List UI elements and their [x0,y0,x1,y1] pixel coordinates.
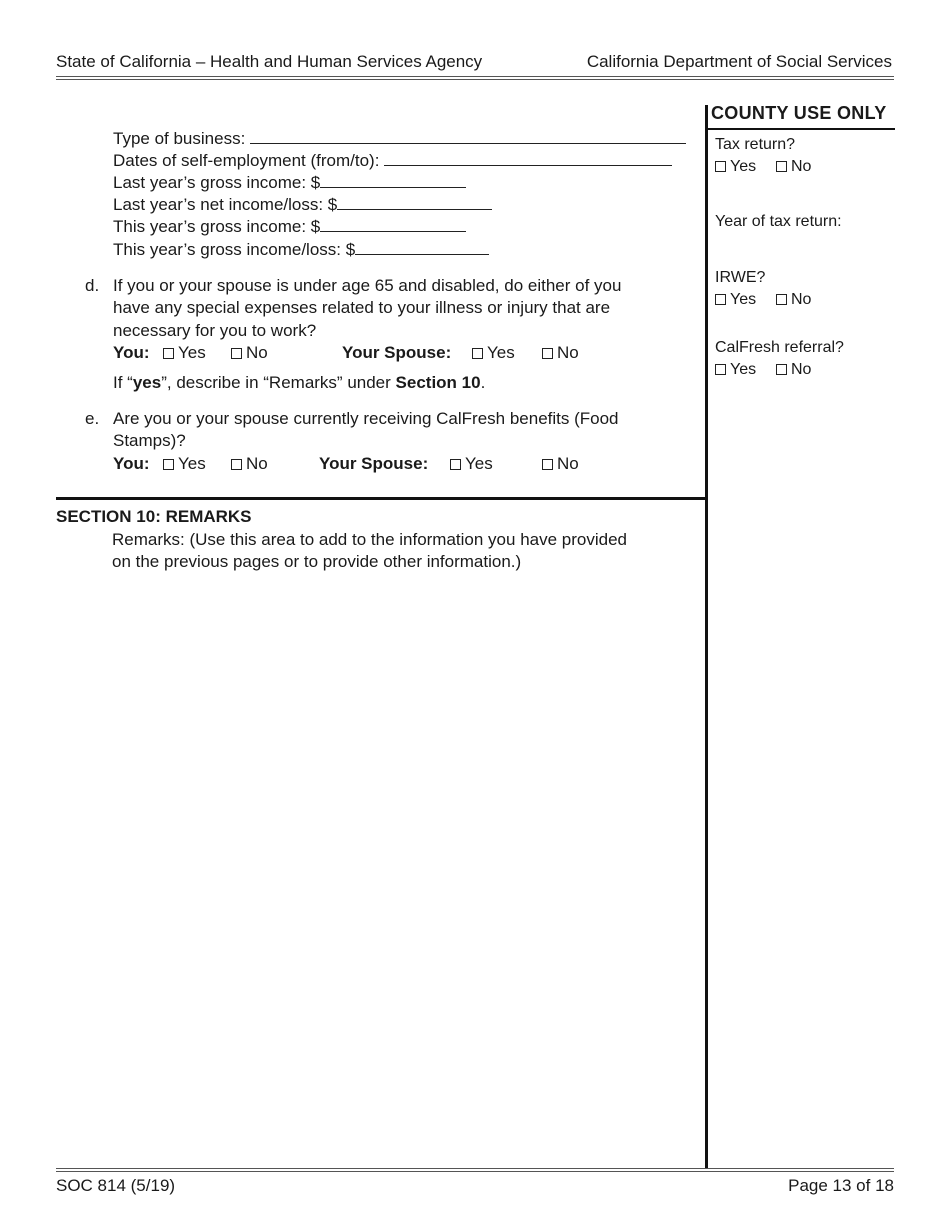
note-text: ”, describe in “Remarks” under [161,373,396,392]
no-label: No [791,361,812,378]
question-d-note [113,373,485,393]
checkbox-icon[interactable] [542,459,553,470]
question-d-spouse-yes[interactable] [472,343,515,363]
last-year-gross-field[interactable] [113,173,466,193]
tax-return-no[interactable] [776,158,811,176]
last-year-gross-input[interactable] [320,173,466,188]
note-text: . [480,373,486,392]
question-d-you-label: You: [113,343,150,362]
this-year-gross-field[interactable] [113,217,466,237]
yes-label: Yes [730,291,757,308]
note-yes: yes [132,373,162,392]
header-agency: State of California – Health and Human Services Agency [56,52,483,71]
question-d-line-2: have any special expenses related to your illness or injury that are [113,298,611,317]
question-d-spouse-label: Your Spouse: [342,343,452,362]
checkbox-icon[interactable] [231,348,242,359]
header-rule-1 [56,76,894,77]
question-d-spouse-no[interactable] [542,343,579,363]
remarks-instructions-line-1: Remarks: (Use this area to add to the information you have provided [112,530,627,549]
checkbox-icon[interactable] [715,161,726,172]
checkbox-icon[interactable] [450,459,461,470]
remarks-input-area[interactable] [56,580,701,1160]
tax-return-label: Tax return? [715,136,796,153]
this-year-loss-field[interactable] [113,240,489,260]
no-label: No [557,454,579,473]
self-employment-dates-input[interactable] [384,151,672,166]
year-of-tax-return-label: Year of tax return: [715,213,842,230]
checkbox-icon[interactable] [776,364,787,375]
checkbox-icon[interactable] [163,348,174,359]
last-year-net-label: Last year’s net income/loss: $ [113,195,338,214]
checkbox-icon[interactable] [715,294,726,305]
question-d-you-yes[interactable] [163,343,206,363]
footer-rule-1 [56,1168,894,1169]
question-e-spouse-label: Your Spouse: [319,454,429,473]
question-e-spouse-no[interactable] [542,454,579,474]
county-use-only-title: COUNTY USE ONLY [711,103,887,123]
yes-label: Yes [730,158,757,175]
this-year-loss-label: This year’s gross income/loss: $ [113,240,356,259]
no-label: No [557,343,579,362]
question-e-you-no[interactable] [231,454,268,474]
question-e-you-label: You: [113,454,150,473]
header-department: California Department of Social Services [586,52,892,71]
checkbox-icon[interactable] [472,348,483,359]
no-label: No [791,158,812,175]
question-e-line-2: Stamps)? [113,431,186,450]
note-section: Section 10 [395,373,481,392]
self-employment-dates-label: Dates of self-employment (from/to): [113,151,380,170]
no-label: No [246,454,268,473]
footer-form-number: SOC 814 (5/19) [56,1176,176,1195]
question-e-spouse-yes[interactable] [450,454,493,474]
header-rule-2 [56,79,894,80]
type-of-business-label: Type of business: [113,129,246,148]
question-e-line-1: Are you or your spouse currently receiving CalFresh benefits (Food [113,409,619,428]
calfresh-referral-no[interactable] [776,361,811,379]
yes-label: Yes [730,361,757,378]
this-year-gross-label: This year’s gross income: $ [113,217,321,236]
checkbox-icon[interactable] [542,348,553,359]
last-year-net-input[interactable] [337,195,492,210]
question-d-letter: d. [85,276,100,295]
county-title-rule [708,128,895,130]
checkbox-icon[interactable] [776,294,787,305]
question-e-letter: e. [85,409,100,428]
self-employment-dates-field[interactable] [113,151,672,171]
column-divider [705,105,708,1169]
irwe-yes[interactable] [715,291,756,309]
question-d-line-1: If you or your spouse is under age 65 and disabled, do either of you [113,276,622,295]
tax-return-yes[interactable] [715,158,756,176]
section-10-rule [56,497,707,500]
last-year-net-field[interactable] [113,195,492,215]
question-e-you-yes[interactable] [163,454,206,474]
irwe-label: IRWE? [715,269,766,286]
type-of-business-input[interactable] [250,129,686,144]
yes-label: Yes [178,343,206,362]
calfresh-referral-yes[interactable] [715,361,756,379]
this-year-gross-input[interactable] [320,217,466,232]
footer-page-number: Page 13 of 18 [788,1176,894,1195]
yes-label: Yes [465,454,493,473]
type-of-business-field[interactable] [113,129,686,149]
remarks-instructions-line-2: on the previous pages or to provide other information.) [112,552,522,571]
yes-label: Yes [487,343,515,362]
checkbox-icon[interactable] [231,459,242,470]
footer-rule-2 [56,1171,894,1172]
no-label: No [246,343,268,362]
this-year-loss-input[interactable] [355,240,489,255]
last-year-gross-label: Last year’s gross income: $ [113,173,321,192]
checkbox-icon[interactable] [715,364,726,375]
section-10-title: SECTION 10: REMARKS [56,507,252,526]
question-d-you-no[interactable] [231,343,268,363]
question-d-line-3: necessary for you to work? [113,321,317,340]
no-label: No [791,291,812,308]
checkbox-icon[interactable] [776,161,787,172]
note-text: If “ [113,373,133,392]
yes-label: Yes [178,454,206,473]
checkbox-icon[interactable] [163,459,174,470]
irwe-no[interactable] [776,291,811,309]
calfresh-referral-label: CalFresh referral? [715,339,844,356]
